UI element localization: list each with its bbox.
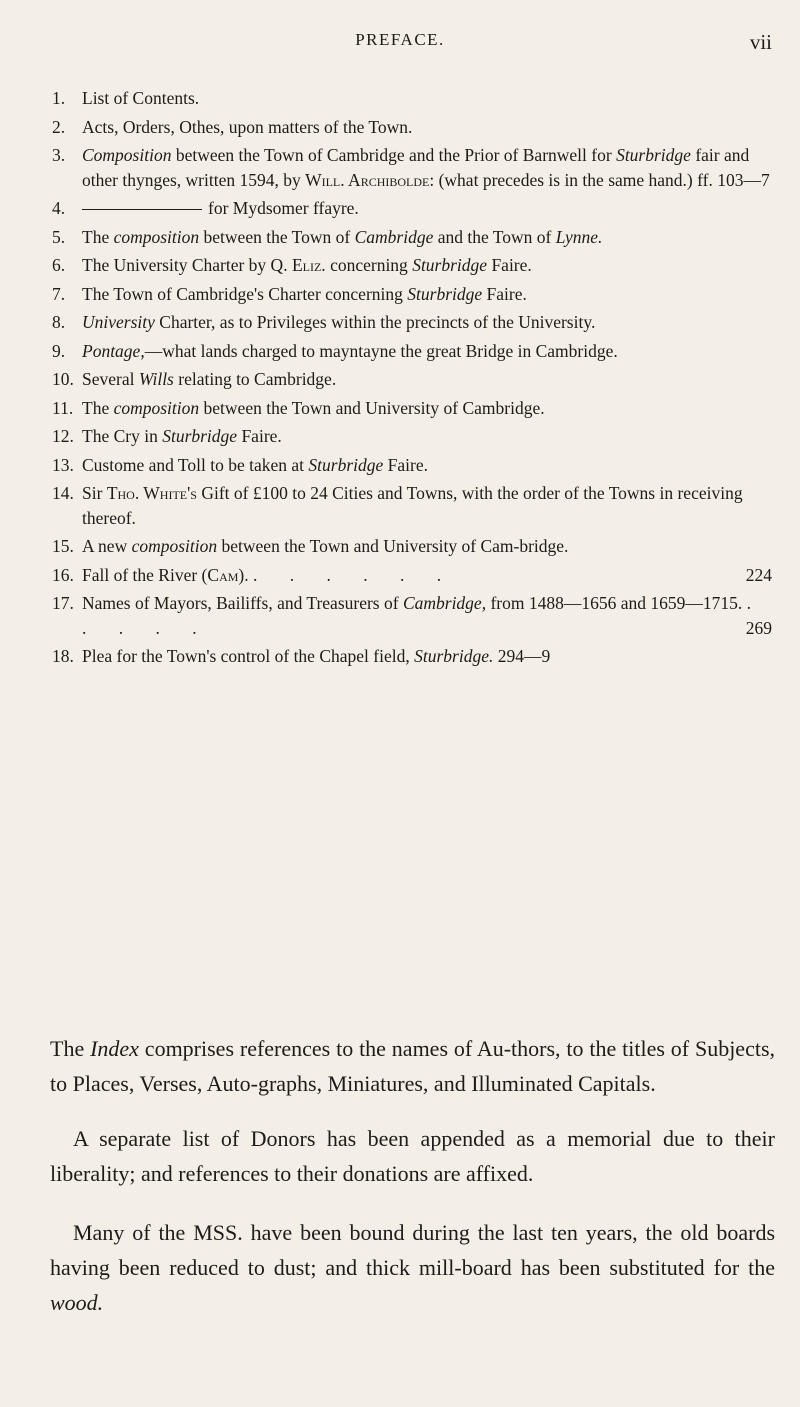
item-text-italic: Sturbridge [407,283,483,304]
item-text: Custome and Toll to be taken at [82,454,309,475]
paragraph-text: comprises references to the names of Au-thors, to the titles of Subjects, to Places, Verses, Auto-graphs, Miniatures, and Illuminated Capitals. [50,1036,776,1096]
item-text: between the Town and University of Cambridge. [199,397,545,418]
item-number: 11. [52,397,74,418]
item-text: List of Contents. [82,88,200,108]
item-text-italic: Sturbridge [162,426,238,446]
item-text: Plea for the Town's control of the Chapel field, [82,646,415,666]
page-header [0,30,800,60]
list-item [52,282,772,307]
item-text-italic: Lynne. [555,226,603,247]
list-item [52,644,772,669]
list-item [52,481,772,530]
item-text-smallcaps: Eliz. [291,255,326,275]
item-number: 17. [52,593,74,613]
paragraph-text: Many of the MSS. have been bound during the last ten years, the old boards having been reduced to dust; and thick mill-board has been substituted for the [50,1220,775,1280]
item-text-smallcaps: Tho. White's [106,483,197,503]
item-text-italic: University [82,312,155,332]
item-text: The Cry in [82,426,163,446]
item-text: Faire. [487,255,532,275]
item-number: 10. [52,369,74,389]
item-text: between the Town of [199,226,355,247]
item-number: 5. [52,226,66,247]
item-number: 3. [52,145,66,165]
list-item [52,339,772,364]
item-text: : (what precedes is in the same hand.) ff. 103—7 [429,169,770,190]
item-number: 16. [52,564,74,585]
list-item [52,86,772,111]
item-number: 6. [52,255,66,275]
item-text-italic: composition [131,536,218,556]
list-item [52,225,772,250]
item-text: A new [82,536,132,556]
page-reference: 224 [745,564,772,585]
item-text-italic: composition [113,397,200,418]
item-text: Acts, Orders, Othes, upon matters of the Town. [82,116,413,137]
list-item [52,196,772,221]
item-text: relating to Cambridge. [173,369,337,389]
item-text: fair and other thynges, written 1594, by [82,145,750,190]
item-text: Charter, as to Privileges within the precincts of the University. [154,312,596,332]
item-text: Faire. [383,454,428,475]
item-text: from 1488—1656 and 1659—1715. [486,593,743,613]
contents-list [52,86,772,673]
item-number: 1. [52,88,66,108]
item-number: 9. [52,340,66,361]
item-text-italic: Wills [138,369,174,389]
item-text-italic: Sturbridge [616,145,691,165]
item-text-italic: Pontage, [82,340,145,361]
item-text: —what lands charged to mayntayne the great Bridge in Cambridge. [144,340,618,361]
item-number: 15. [52,536,74,556]
item-text-smallcaps: Cam [207,564,239,585]
item-text-italic: Sturbridge [412,255,488,275]
item-text: Several [82,369,139,389]
item-text: between the Town of Cambridge and the Prior of Barnwell for [171,145,617,165]
list-item [52,310,772,335]
paragraph-text-italic: wood. [50,1290,104,1315]
item-number: 12. [52,426,74,446]
item-text: The University Charter by Q. [82,255,292,275]
list-item [52,396,772,421]
binding-paragraph [50,1215,775,1320]
item-text: between the Town and University of Cam-bridge. [217,536,569,556]
item-text: concerning [325,255,413,275]
item-number: 8. [52,312,66,332]
list-item [52,367,772,392]
list-item [52,424,772,449]
item-text: for Mydsomer ffayre. [208,198,359,218]
list-item [52,534,772,559]
item-text-italic: Sturbridge [308,454,384,475]
item-text: The Town of Cambridge's Charter concerning [82,283,408,304]
ditto-dash [82,209,202,210]
item-number: 14. [52,483,74,503]
item-text: Sir [82,483,107,503]
list-item [52,143,772,192]
item-number: 18. [52,646,74,666]
item-text-italic: Cambridge [354,226,434,247]
item-text: Gift of £100 to 24 Cities and Towns, with the order of the Towns in receiving thereof. [82,483,743,528]
page-reference: 269 [745,617,772,638]
item-text-italic: composition [113,226,200,247]
item-number: 4. [52,198,66,218]
item-text: The [82,397,114,418]
item-text-italic: Sturbridge. [414,646,494,666]
item-text: Fall of the River ( [82,564,208,585]
item-text-italic: Composition [82,145,172,165]
item-text: 294—9 [493,646,551,666]
donors-paragraph: A separate list of Donors has been appended as a memorial due to their liberality; and references to their donations are affixed. [50,1126,775,1186]
list-item [52,591,772,640]
item-text: Names of Mayors, Bailiffs, and Treasurers of [82,593,403,613]
item-text: Faire. [237,426,282,446]
item-number: 13. [52,454,74,475]
paragraph-text-italic: Index [90,1036,139,1061]
item-text: and the Town of [433,226,556,247]
leader-dots: . . . . . [82,593,765,638]
paragraph-text: The [50,1036,91,1061]
item-text-smallcaps: Will. Archibolde [305,169,430,190]
list-item [52,115,772,140]
item-text: Faire. [482,283,527,304]
page-number: vii [749,30,772,54]
item-text-italic: Cambridge, [402,593,487,613]
item-number: 2. [52,116,66,137]
list-item [52,453,772,478]
index-paragraph [50,1031,775,1101]
list-item [52,563,772,588]
leader-dots: . . . . . . [252,564,456,585]
running-title: PREFACE. [355,30,445,49]
item-text: The [82,226,114,247]
list-item [52,253,772,278]
item-text: ). [238,564,249,585]
item-number: 7. [52,283,66,304]
